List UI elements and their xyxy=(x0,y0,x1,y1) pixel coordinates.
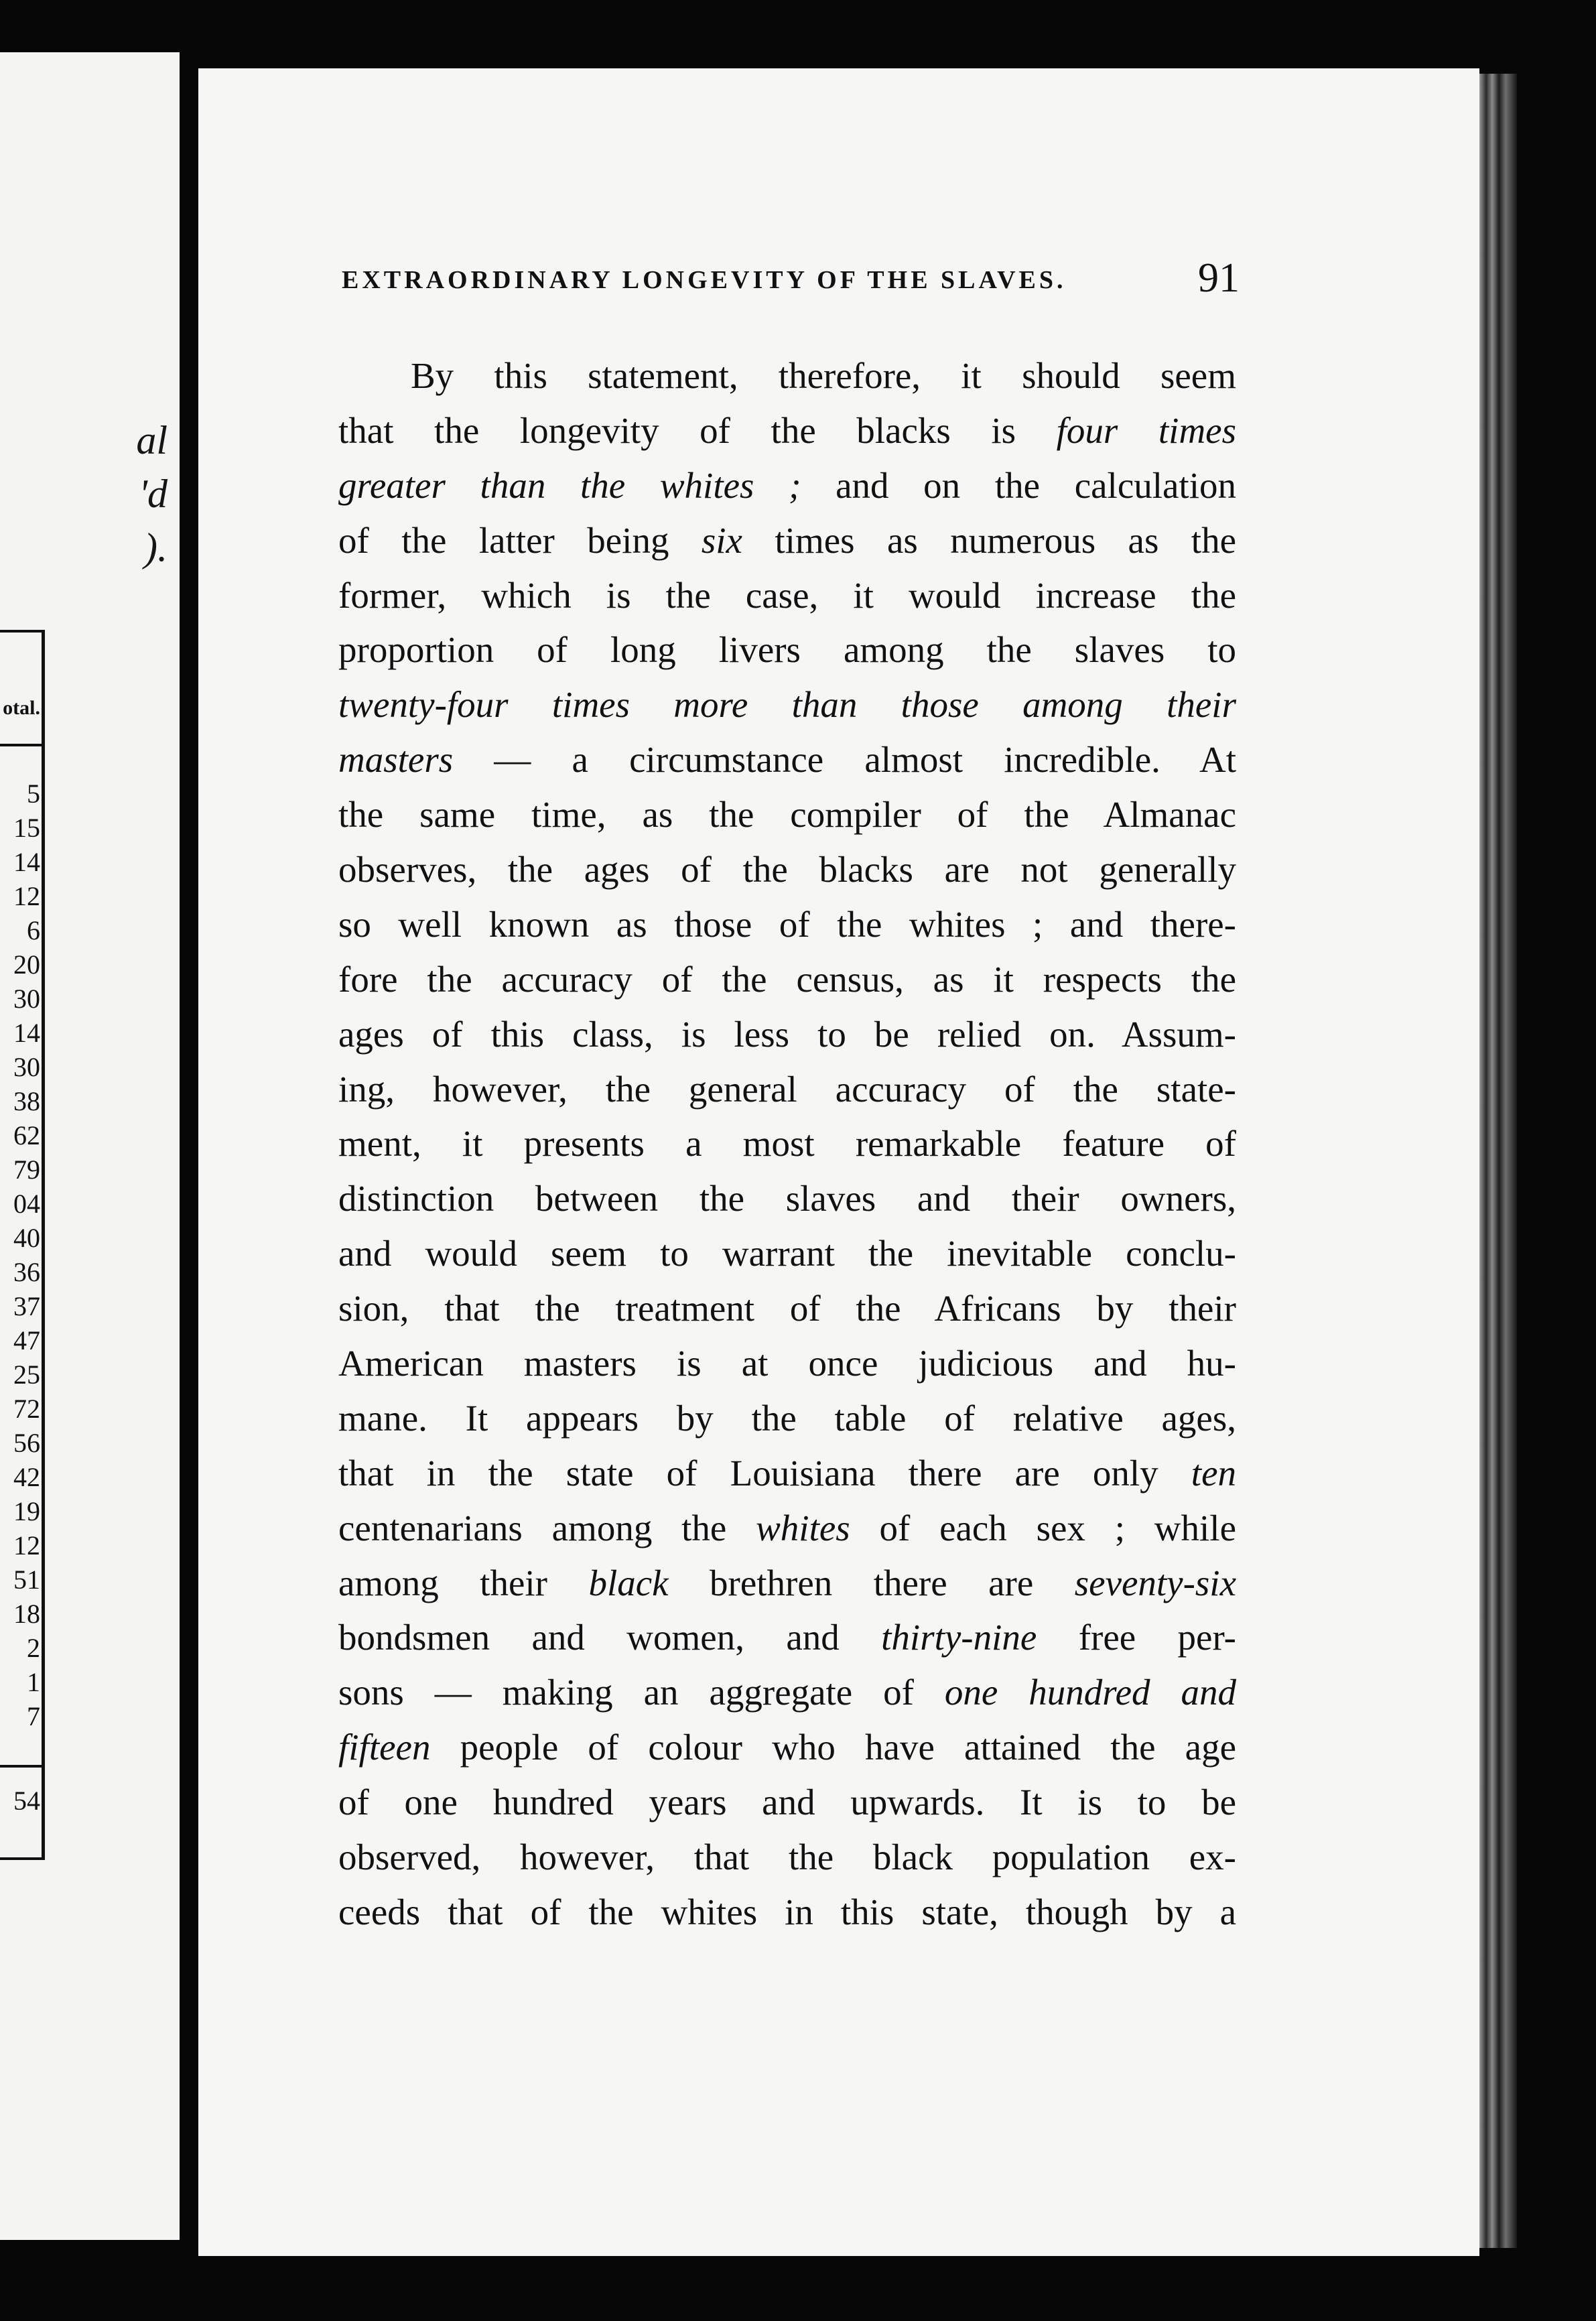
text-line xyxy=(338,348,1236,403)
table-value: 51 xyxy=(13,1565,40,1595)
table-rule xyxy=(0,1857,44,1860)
text-line xyxy=(338,1007,1236,1062)
running-title: EXTRAORDINARY LONGEVITY OF THE SLAVES. xyxy=(342,266,1067,294)
text-run: ment, it presents a most remarkable feature of xyxy=(338,1123,1236,1165)
text-run: bondsmen and women, and xyxy=(338,1617,882,1658)
table-value: 36 xyxy=(13,1257,40,1287)
text-run: of one hundred years and upwards. It is to be xyxy=(338,1782,1236,1823)
italic-text: black xyxy=(588,1562,669,1603)
text-line xyxy=(338,1062,1236,1117)
text-line xyxy=(338,842,1236,897)
text-run: sion, that the treatment of the Africans by their xyxy=(338,1288,1236,1329)
text-run: sons — making an aggregate of xyxy=(338,1672,945,1713)
table-value: 6 xyxy=(27,915,40,945)
italic-text: ten xyxy=(1191,1452,1236,1494)
table-total: 54 xyxy=(13,1786,40,1816)
body-text xyxy=(338,348,1236,1940)
text-run: free per- xyxy=(1037,1617,1236,1658)
text-run: ceeds that of the whites in this state, though by a xyxy=(338,1891,1236,1932)
text-run: ing, however, the general accuracy of the state- xyxy=(338,1068,1236,1110)
text-run: By this statement, therefore, it should seem xyxy=(411,355,1236,396)
table-value: 20 xyxy=(13,949,40,980)
text-run: the same time, as the compiler of the Almanac xyxy=(338,794,1236,836)
table-value: 19 xyxy=(13,1496,40,1526)
running-header xyxy=(342,255,1240,308)
italic-text: masters xyxy=(338,739,454,781)
table-value: 56 xyxy=(13,1428,40,1458)
table-value: 62 xyxy=(13,1120,40,1150)
table-value: 72 xyxy=(13,1394,40,1424)
table-value: 12 xyxy=(13,881,40,911)
text-line xyxy=(338,1720,1236,1775)
text-run: observes, the ages of the blacks are not generally xyxy=(338,849,1236,890)
table-value: 25 xyxy=(13,1360,40,1390)
text-run: brethren there are xyxy=(668,1562,1075,1603)
table-value: 38 xyxy=(13,1086,40,1116)
table-rule xyxy=(0,744,44,746)
text-run: and on the calculation xyxy=(801,464,1236,506)
text-line xyxy=(338,1501,1236,1556)
facing-page-fragment: al xyxy=(136,418,168,462)
table-value: 79 xyxy=(13,1154,40,1185)
italic-text: seventy-six xyxy=(1074,1562,1236,1603)
text-line xyxy=(338,458,1236,513)
table-value: 14 xyxy=(13,1018,40,1048)
text-line xyxy=(338,1830,1236,1885)
text-line xyxy=(338,1775,1236,1830)
text-run: mane. It appears by the table of relative ages, xyxy=(338,1397,1236,1439)
text-run: among their xyxy=(338,1562,589,1603)
table-value: 2 xyxy=(27,1633,40,1663)
text-line xyxy=(338,1226,1236,1281)
table-value: 18 xyxy=(13,1599,40,1629)
text-line xyxy=(338,403,1236,458)
text-line xyxy=(338,952,1236,1007)
table-rule xyxy=(0,1765,44,1768)
italic-text: thirty-nine xyxy=(881,1617,1037,1658)
text-run: fore the accuracy of the census, as it respects the xyxy=(338,958,1236,1000)
text-run: centenarians among the xyxy=(338,1507,756,1548)
text-run: American masters is at once judicious and hu- xyxy=(338,1343,1236,1384)
text-line xyxy=(338,622,1236,677)
text-line xyxy=(338,1116,1236,1171)
text-line xyxy=(338,1281,1236,1336)
text-run: of the latter being xyxy=(338,519,702,561)
table-rule xyxy=(42,630,45,1860)
italic-text: greater than the whites ; xyxy=(338,464,801,506)
text-line xyxy=(338,513,1236,568)
book-spine-edge xyxy=(1479,74,1517,2248)
text-run: former, which is the case, it would increase the xyxy=(338,574,1236,616)
text-line xyxy=(338,897,1236,952)
facing-page-fragment: 'd xyxy=(139,472,168,516)
table-header: otal. xyxy=(3,697,40,719)
text-line xyxy=(338,1556,1236,1611)
text-run: distinction between the slaves and their owners, xyxy=(338,1178,1236,1219)
italic-text: six xyxy=(701,519,742,561)
text-run: that in the state of Louisiana there are only xyxy=(338,1452,1191,1494)
text-line xyxy=(338,1885,1236,1940)
text-line xyxy=(338,732,1236,787)
text-line xyxy=(338,1610,1236,1665)
italic-text: fifteen xyxy=(338,1727,431,1768)
table-value: 5 xyxy=(27,779,40,809)
table-value: 30 xyxy=(13,1052,40,1082)
italic-text: whites xyxy=(756,1507,850,1548)
text-line xyxy=(338,677,1236,732)
table-rule xyxy=(0,630,44,633)
text-run: proportion of long livers among the slaves to xyxy=(338,629,1236,671)
text-run: and would seem to warrant the inevitable conclu- xyxy=(338,1233,1236,1274)
table-value: 47 xyxy=(13,1325,40,1355)
table-value: 12 xyxy=(13,1530,40,1561)
text-run: — a circumstance almost incredible. At xyxy=(453,739,1236,781)
table-value: 37 xyxy=(13,1291,40,1321)
table-value: 15 xyxy=(13,813,40,843)
table-value: 30 xyxy=(13,984,40,1014)
table-value: 1 xyxy=(27,1667,40,1697)
text-line xyxy=(338,1171,1236,1226)
text-run: times as numerous as the xyxy=(742,519,1236,561)
text-run: so well known as those of the whites ; and there- xyxy=(338,903,1236,945)
table-value: 04 xyxy=(13,1189,40,1219)
table-value: 7 xyxy=(27,1701,40,1731)
italic-text: four times xyxy=(1056,409,1236,451)
table-value: 42 xyxy=(13,1462,40,1492)
page-number: 91 xyxy=(1198,255,1240,301)
text-run: of each sex ; while xyxy=(850,1507,1236,1548)
text-line xyxy=(338,1446,1236,1501)
text-run: people of colour who have attained the age xyxy=(430,1727,1236,1768)
text-line xyxy=(338,568,1236,623)
text-line xyxy=(338,787,1236,842)
italic-text: one hundred and xyxy=(944,1672,1236,1713)
table-value: 14 xyxy=(13,847,40,877)
facing-page-fragment: ). xyxy=(144,525,168,570)
text-run: observed, however, that the black population ex- xyxy=(338,1837,1236,1878)
text-line xyxy=(338,1336,1236,1391)
text-run: that the longevity of the blacks is xyxy=(338,409,1057,451)
text-line xyxy=(338,1391,1236,1446)
italic-text: twenty-four times more than those among their xyxy=(338,684,1236,726)
text-line xyxy=(338,1665,1236,1720)
table-value: 40 xyxy=(13,1223,40,1253)
text-run: ages of this class, is less to be relied on. Assum- xyxy=(338,1013,1236,1055)
